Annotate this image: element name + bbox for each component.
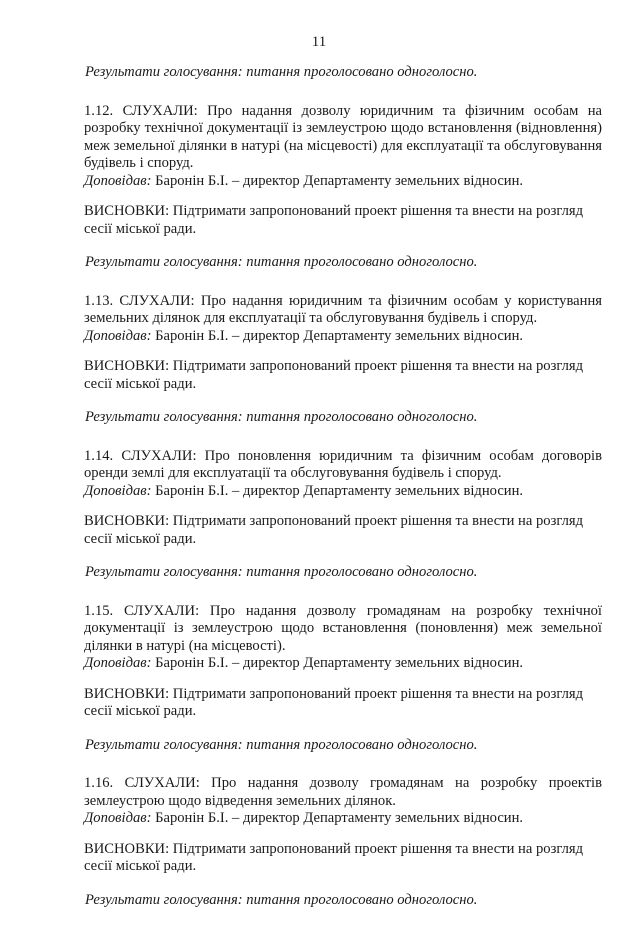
heard-text: 1.15. СЛУХАЛИ: Про надання дозволу громадянам на розробку технічної документації із землеустрою щодо встановлення (поновлення) меж земельної ділянки в натурі (на місцевості).	[84, 602, 602, 654]
reporter-line	[84, 483, 602, 501]
reporter-label: Доповідав:	[84, 172, 152, 189]
reporter-label: Доповідав:	[84, 810, 152, 826]
heard-text: 1.13. СЛУХАЛИ: Про надання юридичним та фізичним особам у користування земельних ділянок для експлуатації та обслуговування будівель і споруд.	[84, 292, 602, 326]
reporter-text: Баронін Б.І. – директор Департаменту земельних відносин.	[151, 655, 524, 671]
reporter-line	[84, 328, 602, 346]
voting-result: Результати голосування: питання проголосовано одноголосно.	[85, 891, 478, 908]
reporter-label: Доповідав:	[84, 482, 152, 499]
agenda-item	[84, 293, 602, 427]
agenda-item	[84, 775, 602, 909]
heard-text: 1.14. СЛУХАЛИ: Про поновлення юридичним та фізичним особам договорів оренди землі для експлуатації та обслуговування будівель і споруд.	[84, 447, 602, 481]
agenda-item	[84, 103, 602, 272]
minutes-content	[84, 64, 602, 930]
voting-result: Результати голосування: питання проголосовано одноголосно.	[85, 736, 478, 753]
heard-text: 1.12. СЛУХАЛИ: Про надання дозволу юридичним та фізичним особам на розробку технічної документації із землеустрою щодо встановлення (відновлення) меж земельної ділянки в натурі (на місцевості) для експлуатації та обслуговування будівель і споруд.	[84, 102, 602, 171]
conclusion-text: ВИСНОВКИ: Підтримати запропонований проект рішення та внести на розгляд сесії міської ради.	[84, 840, 583, 874]
voting-result: Результати голосування: питання проголосовано одноголосно.	[85, 409, 478, 425]
reporter-line	[84, 655, 602, 673]
reporter-text: Баронін Б.І. – директор Департаменту земельних відносин.	[151, 482, 524, 499]
agenda-item	[84, 603, 602, 755]
reporter-label: Доповідав:	[84, 655, 152, 671]
agenda-item	[84, 448, 602, 582]
voting-result: Результати голосування: питання проголосовано одноголосно.	[85, 64, 478, 80]
reporter-text: Баронін Б.І. – директор Департаменту земельних відносин.	[151, 172, 524, 189]
conclusion-text: ВИСНОВКИ: Підтримати запропонований проект рішення та внести на розгляд сесії міської ради.	[84, 203, 583, 237]
reporter-text: Баронін Б.І. – директор Департаменту земельних відносин.	[151, 327, 524, 344]
voting-result: Результати голосування: питання проголосовано одноголосно.	[85, 254, 478, 270]
reporter-label: Доповідав:	[84, 327, 152, 344]
conclusion-text: ВИСНОВКИ: Підтримати запропонований проект рішення та внести на розгляд сесії міської ради.	[84, 358, 583, 392]
conclusion-text: ВИСНОВКИ: Підтримати запропонований проект рішення та внести на розгляд сесії міської ради.	[84, 513, 583, 547]
page-number: 11	[311, 34, 327, 50]
reporter-line	[84, 810, 602, 828]
conclusion-text: ВИСНОВКИ: Підтримати запропонований проект рішення та внести на розгляд сесії міської ради.	[84, 685, 583, 719]
heard-text: 1.16. СЛУХАЛИ: Про надання дозволу громадянам на розробку проектів землеустрою щодо відведення земельних ділянок.	[84, 775, 602, 809]
reporter-line	[84, 173, 602, 191]
voting-result: Результати голосування: питання проголосовано одноголосно.	[85, 564, 478, 580]
reporter-text: Баронін Б.І. – директор Департаменту земельних відносин.	[151, 810, 524, 826]
